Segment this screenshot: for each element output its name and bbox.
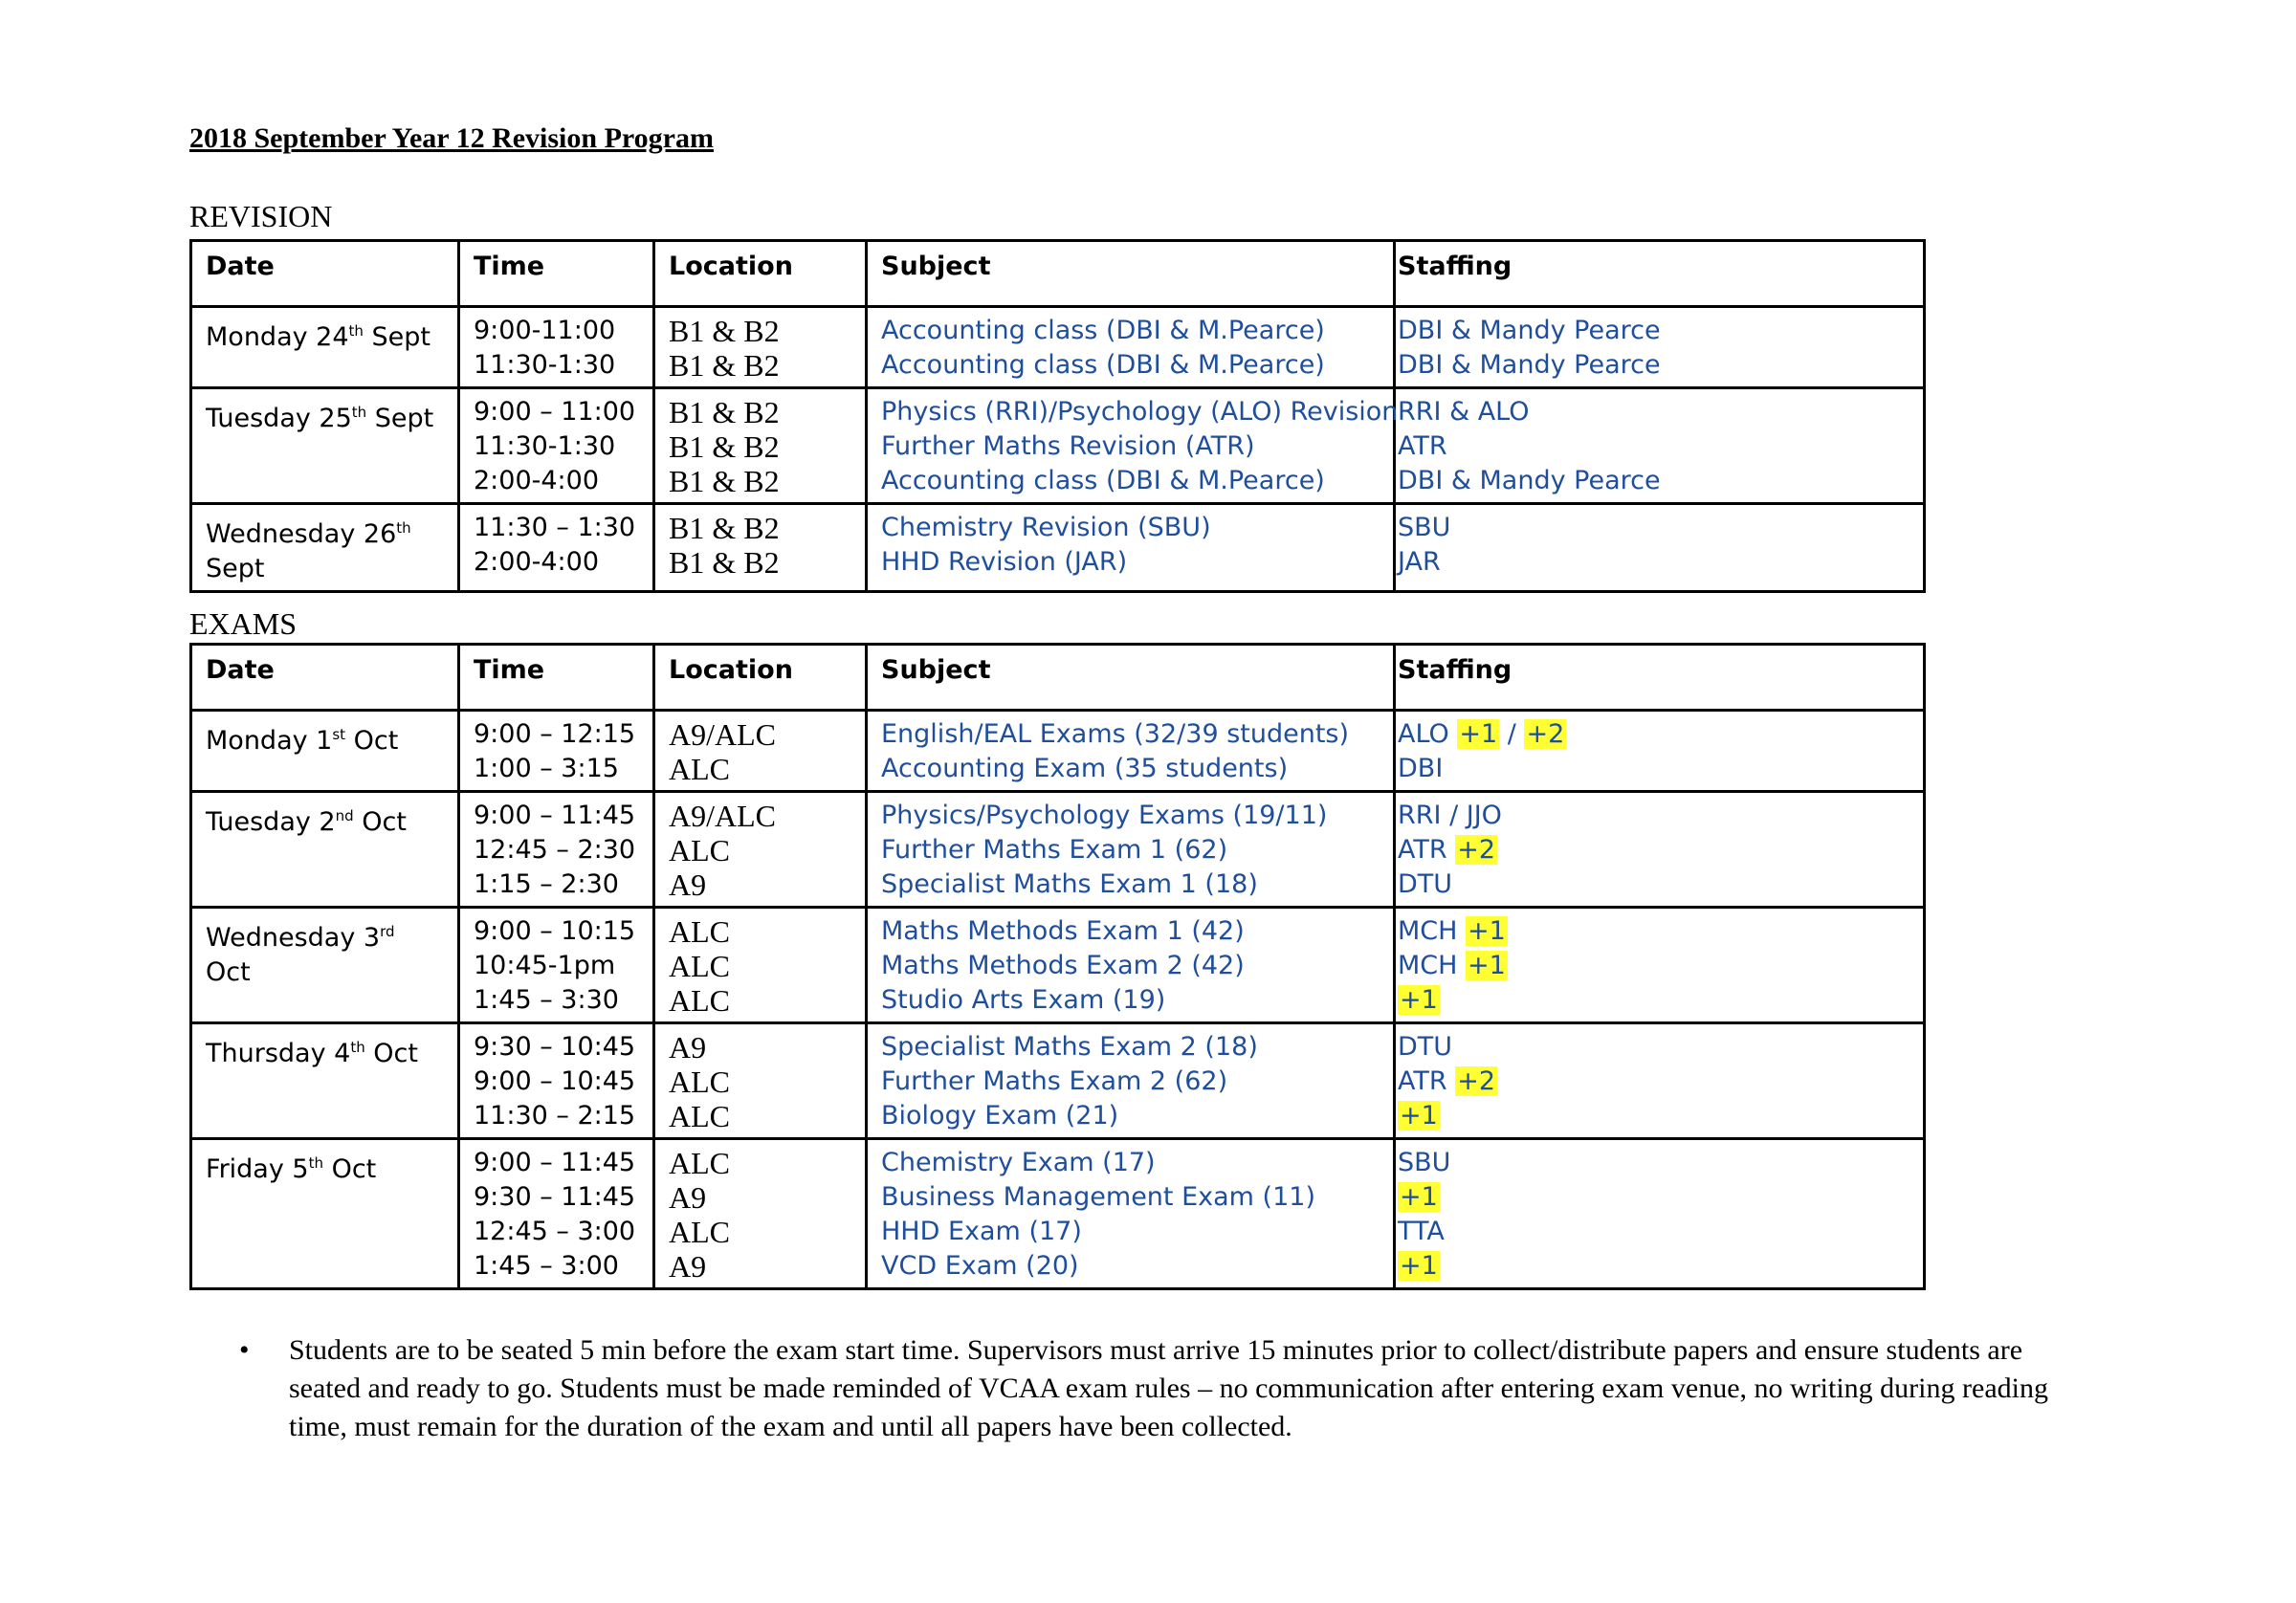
location-text: ALC	[669, 1099, 730, 1133]
staffing-line	[1398, 1180, 1910, 1215]
location-text: B1 & B2	[669, 395, 780, 429]
staffing-cell	[1395, 908, 1925, 1023]
revision-table	[189, 239, 1926, 593]
location-text: B1 & B2	[669, 464, 780, 498]
extra-staff-highlight: +2	[1526, 719, 1565, 749]
extra-staff-highlight: +2	[1457, 1066, 1496, 1096]
staffing-line	[1398, 752, 1910, 786]
staffing-line	[1398, 867, 1910, 902]
header-date: Date	[191, 645, 459, 711]
staffing-text: JAR	[1398, 547, 1441, 577]
subject-cell	[867, 307, 1395, 388]
time-text: 9:00 – 11:00	[474, 397, 636, 427]
staffing-cell	[1395, 711, 1925, 792]
subject-text: Maths Methods Exam 2 (42)	[881, 951, 1245, 980]
subject-text: Accounting class (DBI & M.Pearce)	[881, 350, 1325, 380]
date-cell	[191, 908, 459, 1023]
location-text: ALC	[669, 752, 730, 786]
revision-row	[191, 504, 1925, 592]
revision-header-row	[191, 241, 1925, 307]
staffing-line	[1398, 1030, 1910, 1065]
staffing-cell	[1395, 388, 1925, 504]
date-text: Monday 24th Sept	[206, 322, 430, 352]
subject-text: Specialist Maths Exam 2 (18)	[881, 1032, 1258, 1062]
exams-section-label: EXAMS	[189, 606, 298, 641]
extra-staff-highlight: +1	[1400, 1101, 1438, 1131]
staffing-text: RRI & ALO	[1398, 397, 1530, 427]
time-text: 2:00-4:00	[474, 466, 600, 495]
staffing-cell	[1395, 504, 1925, 592]
time-text: 9:30 – 11:45	[474, 1182, 636, 1212]
header-location: Location	[654, 645, 867, 711]
time-text: 10:45-1pm	[474, 951, 616, 980]
header-time: Time	[459, 241, 654, 307]
exams-table	[189, 643, 1926, 1290]
staffing-text: MCH	[1398, 916, 1467, 946]
staffing-line	[1398, 949, 1910, 983]
location-text: B1 & B2	[669, 545, 780, 580]
document-title: 2018 September Year 12 Revision Program	[189, 122, 714, 154]
staffing-cell	[1395, 307, 1925, 388]
subject-text: Physics/Psychology Exams (19/11)	[881, 801, 1328, 830]
staffing-text: DBI & Mandy Pearce	[1398, 316, 1661, 345]
subject-text: Accounting Exam (35 students)	[881, 754, 1289, 783]
location-text: A9	[669, 1180, 707, 1215]
exams-row	[191, 1139, 1925, 1289]
time-text: 11:30-1:30	[474, 431, 616, 461]
exams-row	[191, 908, 1925, 1023]
location-text: ALC	[669, 983, 730, 1018]
subject-cell	[867, 388, 1399, 504]
time-text: 11:30-1:30	[474, 350, 616, 380]
revision-section-label: REVISION	[189, 199, 333, 233]
location-text: A9/ALC	[669, 799, 776, 833]
staffing-text: DBI	[1398, 754, 1444, 783]
subject-text: HHD Revision (JAR)	[881, 547, 1128, 577]
time-text: 11:30 – 1:30	[474, 513, 636, 542]
location-text: B1 & B2	[669, 348, 780, 383]
date-text: Thursday 4th Oct	[206, 1039, 418, 1068]
staffing-text: ATR	[1398, 1066, 1456, 1096]
exams-row	[191, 1023, 1925, 1139]
staffing-text: RRI / JJO	[1398, 801, 1502, 830]
revision-row	[191, 307, 1925, 388]
subject-text: Further Maths Exam 2 (62)	[881, 1066, 1228, 1096]
time-text: 9:00 – 10:15	[474, 916, 636, 946]
extra-staff-highlight: +1	[1400, 985, 1438, 1015]
separator: /	[1499, 719, 1525, 749]
exam-rules-note	[239, 1331, 2057, 1446]
subject-text: Specialist Maths Exam 1 (18)	[881, 869, 1258, 899]
date-text: Wednesday 3rd Oct	[206, 923, 395, 987]
subject-text: Biology Exam (21)	[881, 1101, 1119, 1131]
location-text: ALC	[669, 1215, 730, 1249]
header-subject: Subject	[867, 645, 1395, 711]
staffing-line	[1398, 1065, 1910, 1099]
exams-row	[191, 711, 1925, 792]
header-time: Time	[459, 645, 654, 711]
staffing-text: SBU	[1398, 513, 1451, 542]
extra-staff-highlight: +1	[1400, 1251, 1438, 1281]
time-cell	[459, 792, 654, 908]
staffing-text: SBU	[1398, 1148, 1451, 1177]
header-date: Date	[191, 241, 459, 307]
location-text: ALC	[669, 1146, 730, 1180]
time-text: 11:30 – 2:15	[474, 1101, 636, 1131]
extra-staff-highlight: +1	[1400, 1182, 1438, 1212]
subject-text: Chemistry Revision (SBU)	[881, 513, 1211, 542]
extra-staff-highlight: +1	[1459, 719, 1498, 749]
subject-text: Accounting class (DBI & M.Pearce)	[881, 316, 1325, 345]
time-cell	[459, 1023, 654, 1139]
time-text: 9:00 – 11:45	[474, 1148, 636, 1177]
extra-staff-highlight: +1	[1468, 951, 1506, 980]
time-cell	[459, 908, 654, 1023]
staffing-line	[1398, 833, 1910, 867]
staffing-text: TTA	[1398, 1217, 1445, 1246]
location-cell	[654, 388, 867, 504]
header-location: Location	[654, 241, 867, 307]
staffing-line	[1398, 1249, 1910, 1284]
subject-cell	[867, 792, 1395, 908]
time-text: 1:00 – 3:15	[474, 754, 619, 783]
bullet-point: •	[239, 1334, 250, 1366]
subject-text: Physics (RRI)/Psychology (ALO) Revision	[881, 397, 1399, 427]
subject-text: Studio Arts Exam (19)	[881, 985, 1166, 1015]
location-text: ALC	[669, 833, 730, 867]
staffing-text: ATR	[1398, 835, 1456, 865]
subject-text: Accounting class (DBI & M.Pearce)	[881, 466, 1325, 495]
subject-text: HHD Exam (17)	[881, 1217, 1082, 1246]
location-cell	[654, 1023, 867, 1139]
date-cell	[191, 1023, 459, 1139]
subject-cell	[867, 1023, 1395, 1139]
extra-staff-highlight: +2	[1457, 835, 1496, 865]
date-text: Wednesday 26th Sept	[206, 519, 411, 583]
staffing-text: DBI & Mandy Pearce	[1398, 466, 1661, 495]
location-text: ALC	[669, 914, 730, 949]
staffing-cell	[1395, 792, 1925, 908]
subject-text: English/EAL Exams (32/39 students)	[881, 719, 1350, 749]
staffing-text: ATR	[1398, 431, 1447, 461]
staffing-line	[1398, 983, 1910, 1018]
date-text: Tuesday 25th Sept	[206, 404, 434, 433]
subject-text: Chemistry Exam (17)	[881, 1148, 1156, 1177]
time-text: 2:00-4:00	[474, 547, 600, 577]
time-text: 12:45 – 3:00	[474, 1217, 636, 1246]
staffing-text: ALO	[1398, 719, 1458, 749]
header-subject: Subject	[867, 241, 1395, 307]
time-cell	[459, 388, 654, 504]
date-cell	[191, 711, 459, 792]
time-text: 9:00 – 11:45	[474, 801, 636, 830]
subject-cell	[867, 1139, 1395, 1289]
staffing-text: DBI & Mandy Pearce	[1398, 350, 1661, 380]
time-text: 1:45 – 3:00	[474, 1251, 619, 1281]
time-text: 9:00-11:00	[474, 316, 616, 345]
subject-text: Business Management Exam (11)	[881, 1182, 1315, 1212]
subject-cell	[867, 908, 1395, 1023]
date-cell	[191, 504, 459, 592]
staffing-cell	[1395, 1023, 1925, 1139]
location-text: ALC	[669, 1065, 730, 1099]
staffing-line	[1398, 1099, 1910, 1133]
date-text: Monday 1st Oct	[206, 726, 399, 756]
date-cell	[191, 388, 459, 504]
staffing-line	[1398, 799, 1910, 833]
location-cell	[654, 504, 867, 592]
location-text: ALC	[669, 949, 730, 983]
location-cell	[654, 792, 867, 908]
revision-row	[191, 388, 1925, 504]
time-text: 12:45 – 2:30	[474, 835, 636, 865]
location-cell	[654, 711, 867, 792]
location-text: B1 & B2	[669, 429, 780, 464]
subject-text: Maths Methods Exam 1 (42)	[881, 916, 1245, 946]
staffing-line	[1398, 1146, 1910, 1180]
location-text: A9/ALC	[669, 717, 776, 752]
subject-text: VCD Exam (20)	[881, 1251, 1079, 1281]
location-text: A9	[669, 1030, 707, 1065]
subject-cell	[867, 504, 1395, 592]
time-cell	[459, 1139, 654, 1289]
time-cell	[459, 504, 654, 592]
staffing-line	[1398, 717, 1910, 752]
location-cell	[654, 908, 867, 1023]
location-cell	[654, 307, 867, 388]
time-text: 1:15 – 2:30	[474, 869, 619, 899]
location-text: A9	[669, 867, 707, 902]
extra-staff-highlight: +1	[1468, 916, 1506, 946]
date-cell	[191, 792, 459, 908]
location-text: B1 & B2	[669, 511, 780, 545]
staffing-line	[1398, 914, 1910, 949]
time-text: 1:45 – 3:30	[474, 985, 619, 1015]
subject-text: Further Maths Revision (ATR)	[881, 431, 1255, 461]
staffing-text: MCH	[1398, 951, 1467, 980]
date-cell	[191, 1139, 459, 1289]
header-staffing: Staffing	[1395, 241, 1925, 307]
header-staffing: Staffing	[1395, 645, 1925, 711]
subject-cell	[867, 711, 1395, 792]
note-text: Students are to be seated 5 min before the exam start time. Supervisors must arrive 15 minutes prior to collect/distribute papers and ensure students are seated and ready to go. Students must be made reminded of VCAA exam rules – no communication after entering exam venue, no writing during reading time, must remain for the duration of the exam and until all papers have been collected.	[289, 1334, 2048, 1442]
time-cell	[459, 711, 654, 792]
staffing-cell	[1395, 1139, 1925, 1289]
location-text: B1 & B2	[669, 314, 780, 348]
subject-text: Further Maths Exam 1 (62)	[881, 835, 1228, 865]
exams-row	[191, 792, 1925, 908]
location-cell	[654, 1139, 867, 1289]
exams-header-row	[191, 645, 1925, 711]
staffing-text: DTU	[1398, 1032, 1453, 1062]
staffing-text: DTU	[1398, 869, 1453, 899]
staffing-line	[1398, 1215, 1910, 1249]
time-text: 9:00 – 10:45	[474, 1066, 636, 1096]
time-cell	[459, 307, 654, 388]
date-text: Tuesday 2nd Oct	[206, 807, 407, 837]
date-text: Friday 5th Oct	[206, 1154, 377, 1184]
location-text: A9	[669, 1249, 707, 1284]
time-text: 9:30 – 10:45	[474, 1032, 636, 1062]
time-text: 9:00 – 12:15	[474, 719, 636, 749]
date-cell	[191, 307, 459, 388]
